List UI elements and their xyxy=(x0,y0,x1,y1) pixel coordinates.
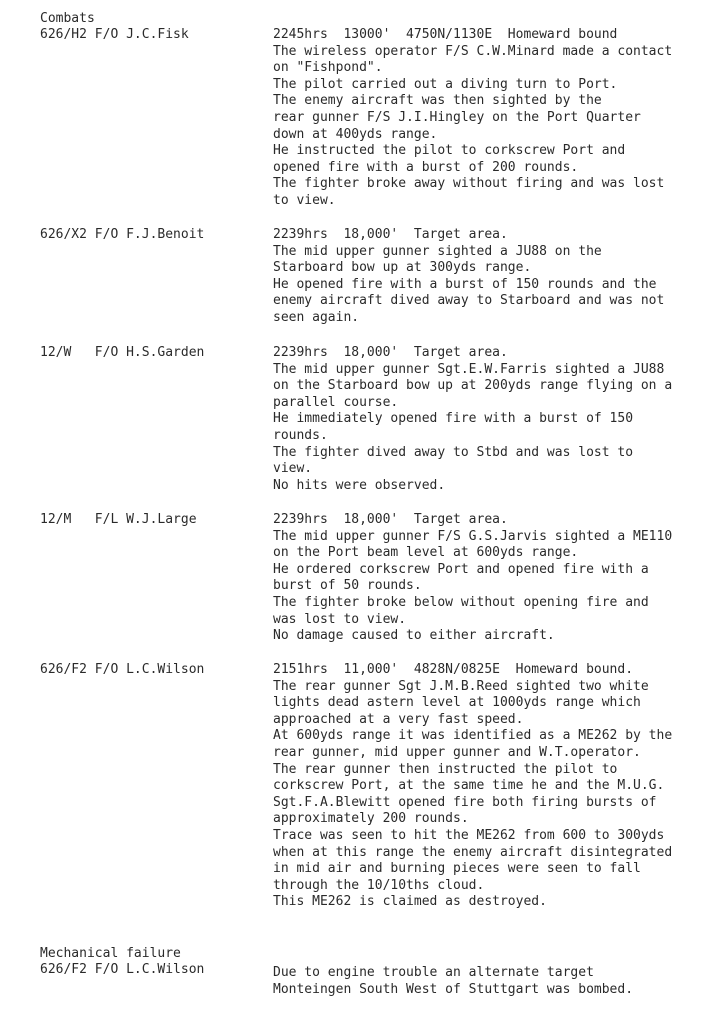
report-line: Starboard bow up at 300yds range. xyxy=(273,260,532,276)
section-title-mechanical-failure: Mechanical failure xyxy=(40,946,181,961)
report-line: 2245hrs 13000' 4750N/1130E Homeward bound xyxy=(273,27,618,42)
report-line: At 600yds range it was identified as a ME262 by the xyxy=(273,728,673,744)
report-line: when at this range the enemy aircraft disintegrated xyxy=(273,844,673,860)
aircraft-crew-id: 626/F2 F/O L.C.Wilson xyxy=(40,662,205,677)
report-line: to view. xyxy=(273,192,336,208)
report-line: on "Fishpond". xyxy=(273,60,383,76)
report-line: opened fire with a burst of 200 rounds. xyxy=(273,159,579,175)
report-line: The mid upper gunner sighted a JU88 on the xyxy=(273,243,602,259)
combat-report-text xyxy=(273,512,703,645)
failure-report-text xyxy=(273,965,703,998)
combat-report-text xyxy=(273,27,703,210)
report-line: The mid upper gunner F/S G.S.Jarvis sighted a ME110 xyxy=(273,528,673,544)
aircraft-crew-id: 12/W F/O H.S.Garden xyxy=(40,345,205,360)
report-line: down at 400yds range. xyxy=(273,126,438,142)
report-line: enemy aircraft dived away to Starboard and was not xyxy=(273,293,665,309)
report-line: seen again. xyxy=(273,309,360,325)
report-line: The fighter dived away to Stbd and was lost to xyxy=(273,444,634,460)
combat-report-text xyxy=(273,345,703,494)
report-line: 2239hrs 18,000' Target area. xyxy=(273,227,508,242)
report-line: corkscrew Port, at the same time he and the M.U.G. xyxy=(273,778,665,794)
report-line: view. xyxy=(273,461,313,477)
combat-report-text xyxy=(273,662,703,911)
report-line: He ordered corkscrew Port and opened fire with a xyxy=(273,561,649,577)
report-line: burst of 50 rounds. xyxy=(273,578,422,594)
report-line: 2151hrs 11,000' 4828N/0825E Homeward bound. xyxy=(273,662,634,677)
report-line: on the Port beam level at 600yds range. xyxy=(273,545,579,561)
report-line: approximately 200 rounds. xyxy=(273,811,469,827)
report-line: was lost to view. xyxy=(273,611,407,627)
report-line: The wireless operator F/S C.W.Minard made a contact xyxy=(273,43,673,59)
report-line: on the Starboard bow up at 200yds range flying on a xyxy=(273,378,673,394)
report-line: in mid air and burning pieces were seen to fall xyxy=(273,861,641,877)
report-line: Due to engine trouble an alternate target xyxy=(273,965,594,980)
report-line: through the 10/10ths cloud. xyxy=(273,877,485,893)
report-line: parallel course. xyxy=(273,394,399,410)
report-line: No damage caused to either aircraft. xyxy=(273,628,555,644)
report-line: The fighter broke below without opening fire and xyxy=(273,594,649,610)
report-line: The fighter broke away without firing and was lost xyxy=(273,176,665,192)
report-line: He opened fire with a burst of 150 rounds and the xyxy=(273,276,657,292)
report-line: rear gunner F/S J.I.Hingley on the Port Quarter xyxy=(273,109,641,125)
report-line: He immediately opened fire with a burst of 150 xyxy=(273,411,634,427)
aircraft-crew-id: 626/X2 F/O F.J.Benoit xyxy=(40,227,205,242)
report-line: No hits were observed. xyxy=(273,477,446,493)
report-line: The mid upper gunner Sgt.E.W.Farris sighted a JU88 xyxy=(273,361,665,377)
report-line: rear gunner, mid upper gunner and W.T.operator. xyxy=(273,744,641,760)
report-line: 2239hrs 18,000' Target area. xyxy=(273,512,508,527)
report-line: 2239hrs 18,000' Target area. xyxy=(273,345,508,360)
section-title-combats: Combats xyxy=(40,11,95,26)
aircraft-crew-id: 626/H2 F/O J.C.Fisk xyxy=(40,27,189,42)
report-line: Monteingen South West of Stuttgart was bombed. xyxy=(273,981,634,997)
report-line: Sgt.F.A.Blewitt opened fire both firing bursts of xyxy=(273,794,657,810)
report-line: lights dead astern level at 1000yds range which xyxy=(273,695,641,711)
report-line: The enemy aircraft was then sighted by the xyxy=(273,93,602,109)
aircraft-crew-id: 12/M F/L W.J.Large xyxy=(40,512,197,527)
report-line: He instructed the pilot to corkscrew Port and xyxy=(273,143,626,159)
combat-report-text xyxy=(273,227,703,327)
report-line: The pilot carried out a diving turn to Port. xyxy=(273,76,618,92)
report-line: The rear gunner then instructed the pilot to xyxy=(273,761,618,777)
report-line: This ME262 is claimed as destroyed. xyxy=(273,894,547,910)
report-line: Trace was seen to hit the ME262 from 600 to 300yds xyxy=(273,827,665,843)
report-line: rounds. xyxy=(273,427,328,443)
report-line: approached at a very fast speed. xyxy=(273,711,524,727)
aircraft-crew-id: 626/F2 F/O L.C.Wilson xyxy=(40,962,205,977)
report-line: The rear gunner Sgt J.M.B.Reed sighted two white xyxy=(273,678,649,694)
